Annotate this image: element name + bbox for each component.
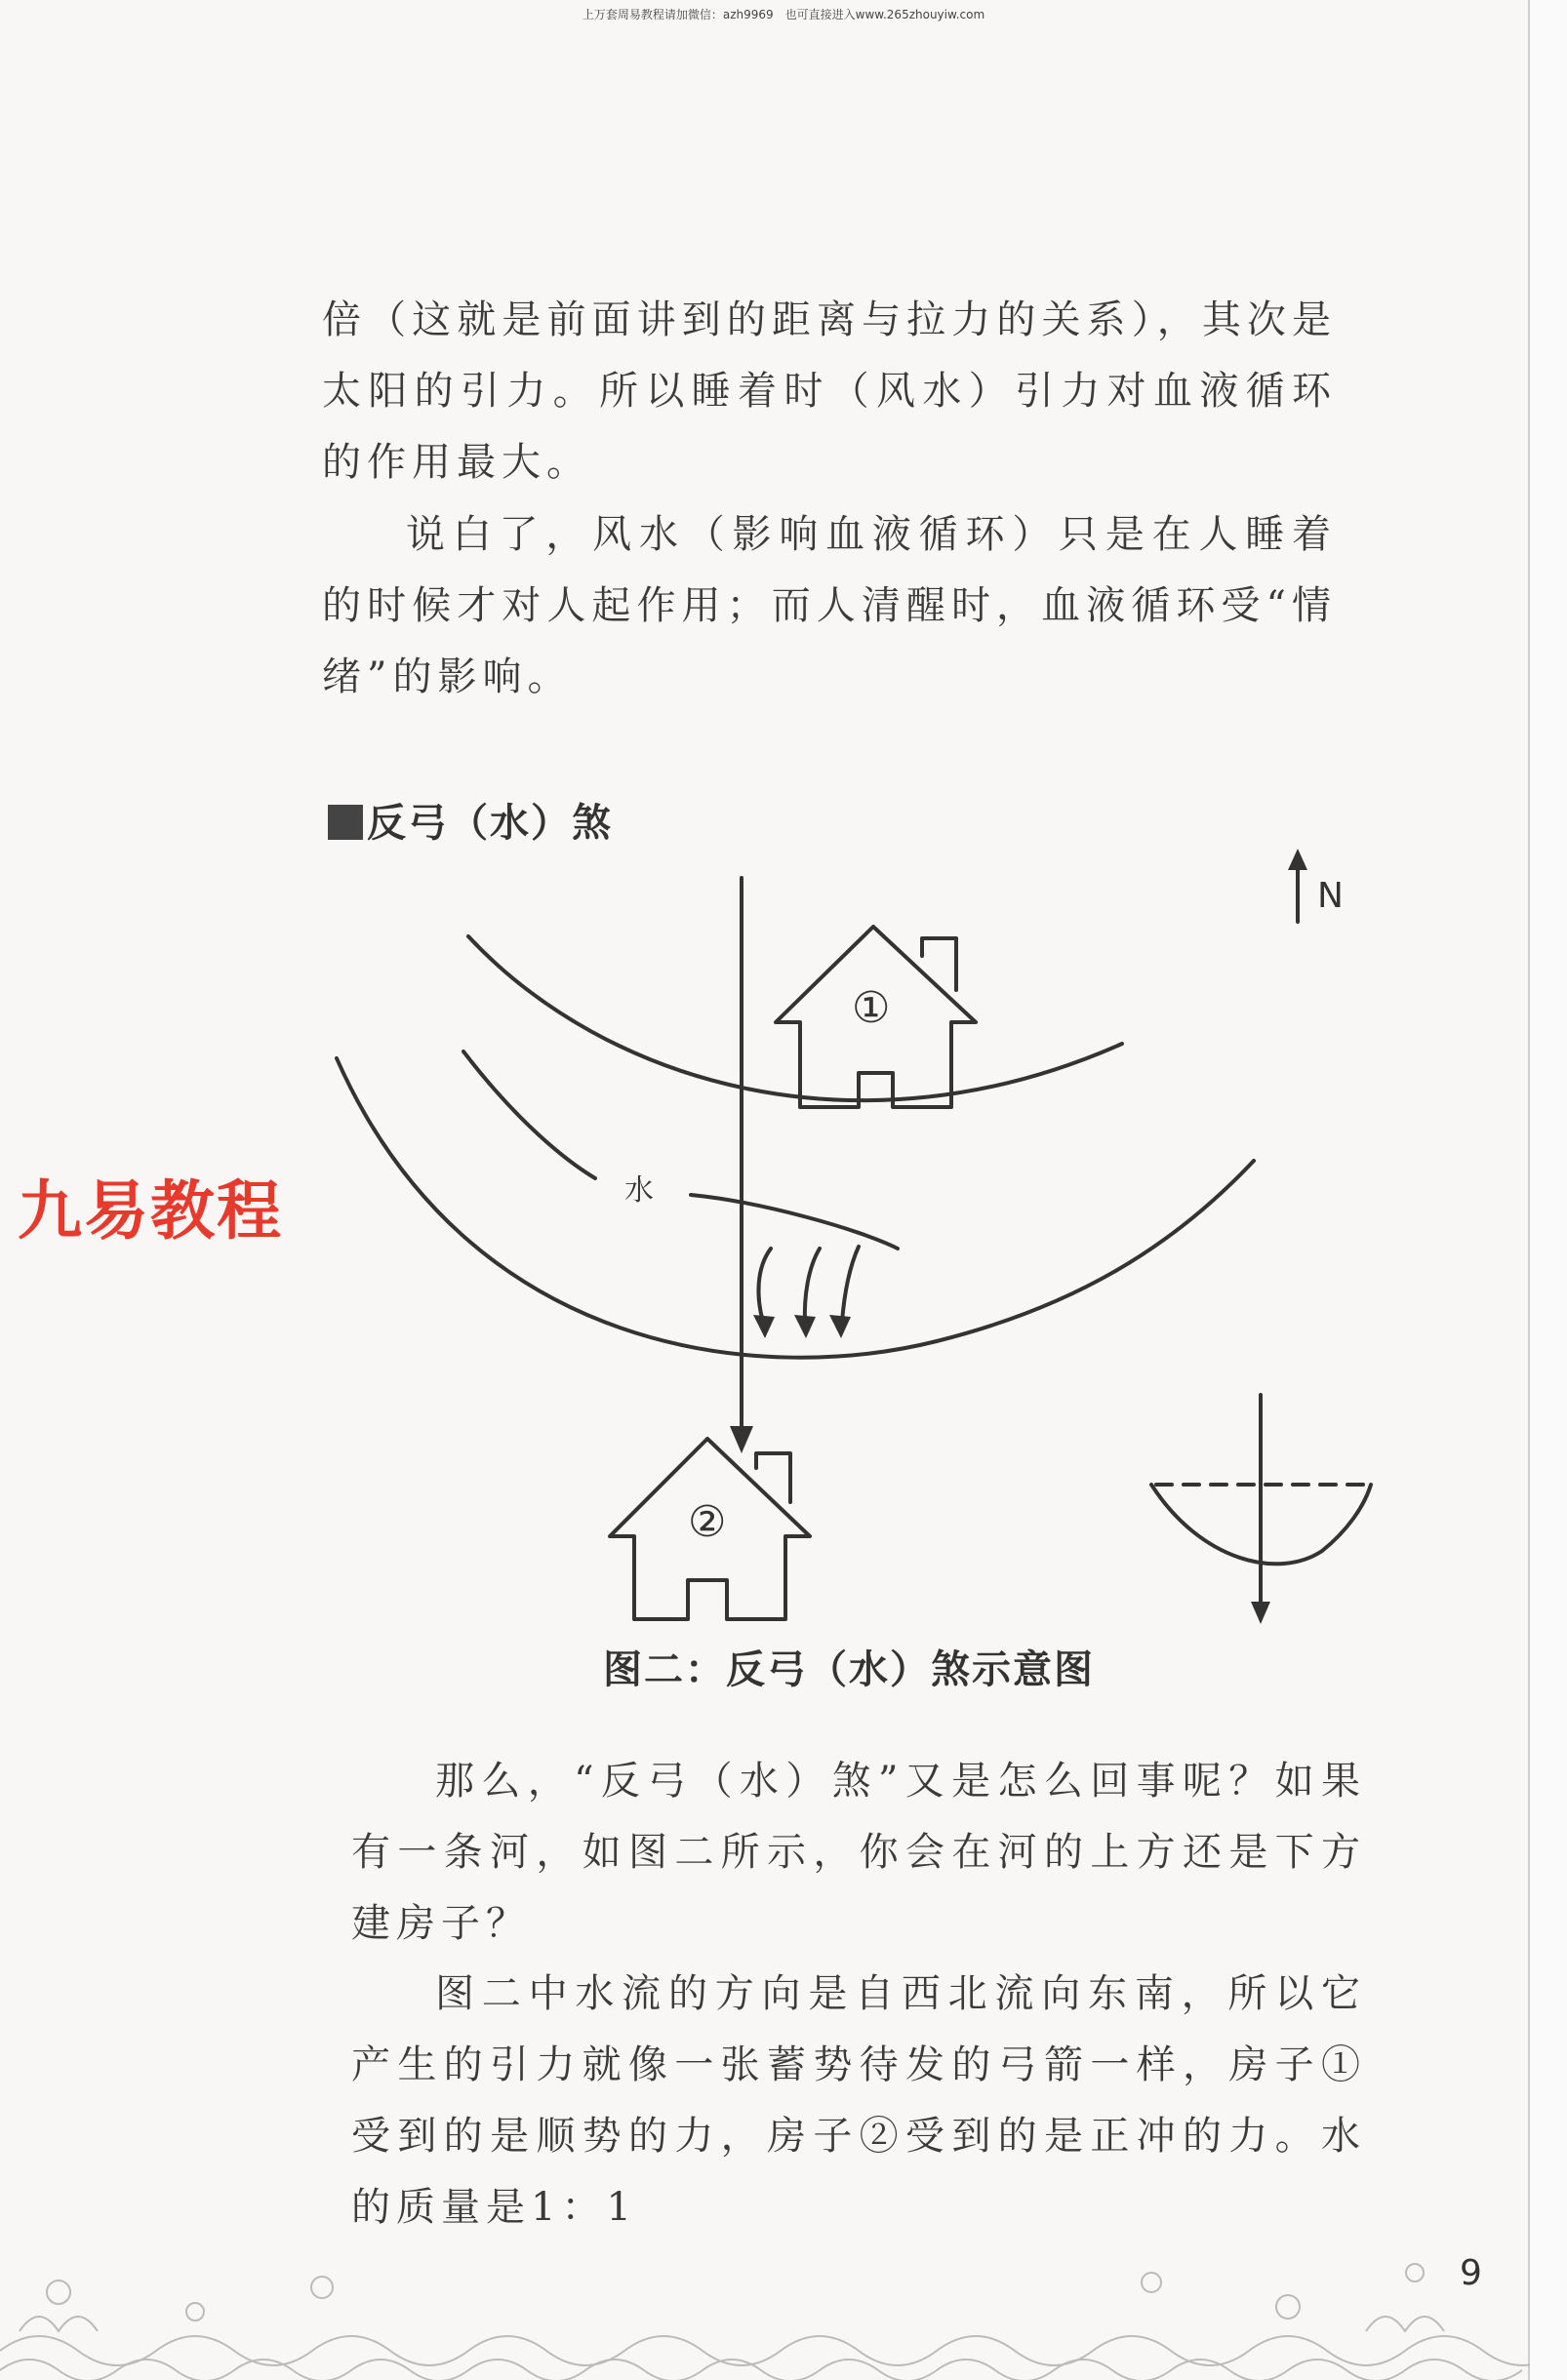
water-label: 水	[624, 1173, 654, 1208]
paragraph-3: 那么，“反弓（水）煞”又是怎么回事呢？如果有一条河，如图二所示，你会在河的上方还是下方建房子？	[351, 1759, 1366, 1946]
header-banner: 上万套周易教程请加微信：azh9969 也可直接进入www.265zhouyiw.com	[582, 8, 985, 21]
main-flow-arrowhead	[730, 1426, 753, 1453]
section-title-text: 反弓（水）煞	[367, 801, 613, 846]
paragraph-2: 说白了，风水（影响血液循环）只是在人睡着的时候才对人起作用；而人清醒时，血液循环受“情绪”的影响。	[322, 512, 1337, 699]
flow-arrow-1	[758, 1249, 771, 1322]
north-arrowhead	[1288, 849, 1307, 870]
river-center-line	[463, 1051, 595, 1178]
mini-arrowhead	[1251, 1602, 1270, 1624]
river-outer-bank	[337, 1058, 1254, 1358]
paragraph-4: 图二中水流的方向是自西北流向东南，所以它产生的引力就像一张蓄势待发的弓箭一样，房子①受到的是顺势的力，房子②受到的是正冲的力。水的质量是1：1	[351, 1971, 1366, 2230]
house-2-number: ②	[688, 1497, 727, 1547]
flow-arrowhead-3	[829, 1315, 851, 1338]
paragraph-1: 倍（这就是前面讲到的距离与拉力的关系），其次是太阳的引力。所以睡着时（风水）引力对血液循环的作用最大。	[322, 298, 1337, 485]
watermark-logo: 九易教程	[18, 1173, 283, 1249]
flow-arrow-3	[842, 1247, 859, 1322]
house-2-chimney	[756, 1453, 790, 1502]
page-number: 9	[1460, 2253, 1482, 2293]
footer-wave-pattern	[0, 2234, 1530, 2380]
flow-arrowhead-1	[753, 1315, 775, 1338]
house-1-number: ①	[852, 983, 891, 1033]
north-label: N	[1317, 876, 1344, 916]
flow-arrow-2	[805, 1249, 820, 1322]
flow-arrowhead-2	[794, 1315, 816, 1338]
river-upper-bank	[468, 936, 1122, 1100]
figure-caption: 图二：反弓（水）煞示意图	[603, 1647, 1095, 1692]
river-center-line-2	[691, 1195, 898, 1249]
house-1-chimney	[922, 938, 956, 990]
